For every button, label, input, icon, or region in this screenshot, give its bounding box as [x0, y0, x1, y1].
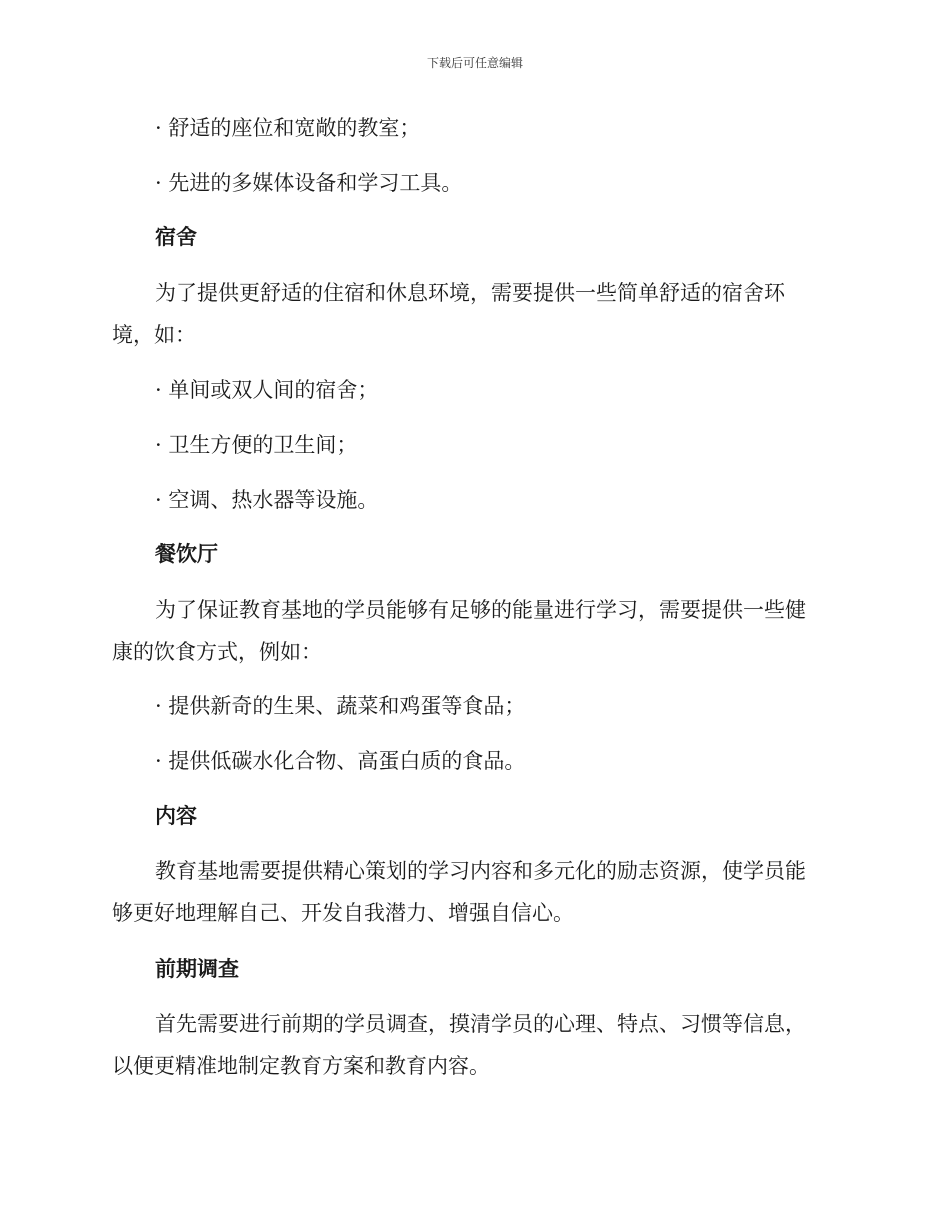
bullet-dorm-rooms: · 单间或双人间的宿舍；: [155, 378, 379, 402]
survey-paragraph-line1: 首先需要进行前期的学员调查，摸清学员的心理、特点、习惯等信息，: [155, 1012, 806, 1036]
heading-dining: 餐饮厅: [155, 542, 218, 566]
bullet-classroom-equipment: · 先进的多媒体设备和学习工具。: [155, 171, 463, 195]
bullet-dining-protein: · 提供低碳水化合物、高蛋白质的食品。: [155, 749, 526, 773]
content-paragraph-line2: 够更好地理解自己、开发自我潜力、增强自信心。: [112, 901, 574, 925]
dorm-paragraph-line2: 境，如：: [112, 323, 196, 347]
heading-dorm: 宿舍: [155, 225, 197, 249]
dining-paragraph-line2: 康的饮食方式，例如：: [112, 640, 322, 664]
bullet-dorm-facilities: · 空调、热水器等设施。: [155, 488, 379, 512]
heading-content: 内容: [155, 804, 197, 828]
bullet-dorm-bathroom: · 卫生方便的卫生间；: [155, 433, 358, 457]
survey-paragraph-line2: 以便更精准地制定教育方案和教育内容。: [112, 1054, 490, 1078]
content-paragraph-line1: 教育基地需要提供精心策划的学习内容和多元化的励志资源，使学员能: [155, 859, 806, 883]
page-header: 下载后可任意编辑: [426, 56, 523, 70]
dorm-paragraph-line1: 为了提供更舒适的住宿和休息环境，需要提供一些简单舒适的宿舍环: [155, 281, 785, 305]
heading-survey: 前期调查: [155, 957, 239, 981]
bullet-dining-fresh-food: · 提供新奇的生果、蔬菜和鸡蛋等食品；: [155, 694, 526, 718]
bullet-classroom-seats: · 舒适的座位和宽敞的教室；: [155, 116, 421, 140]
dining-paragraph-line1: 为了保证教育基地的学员能够有足够的能量进行学习，需要提供一些健: [155, 598, 806, 622]
